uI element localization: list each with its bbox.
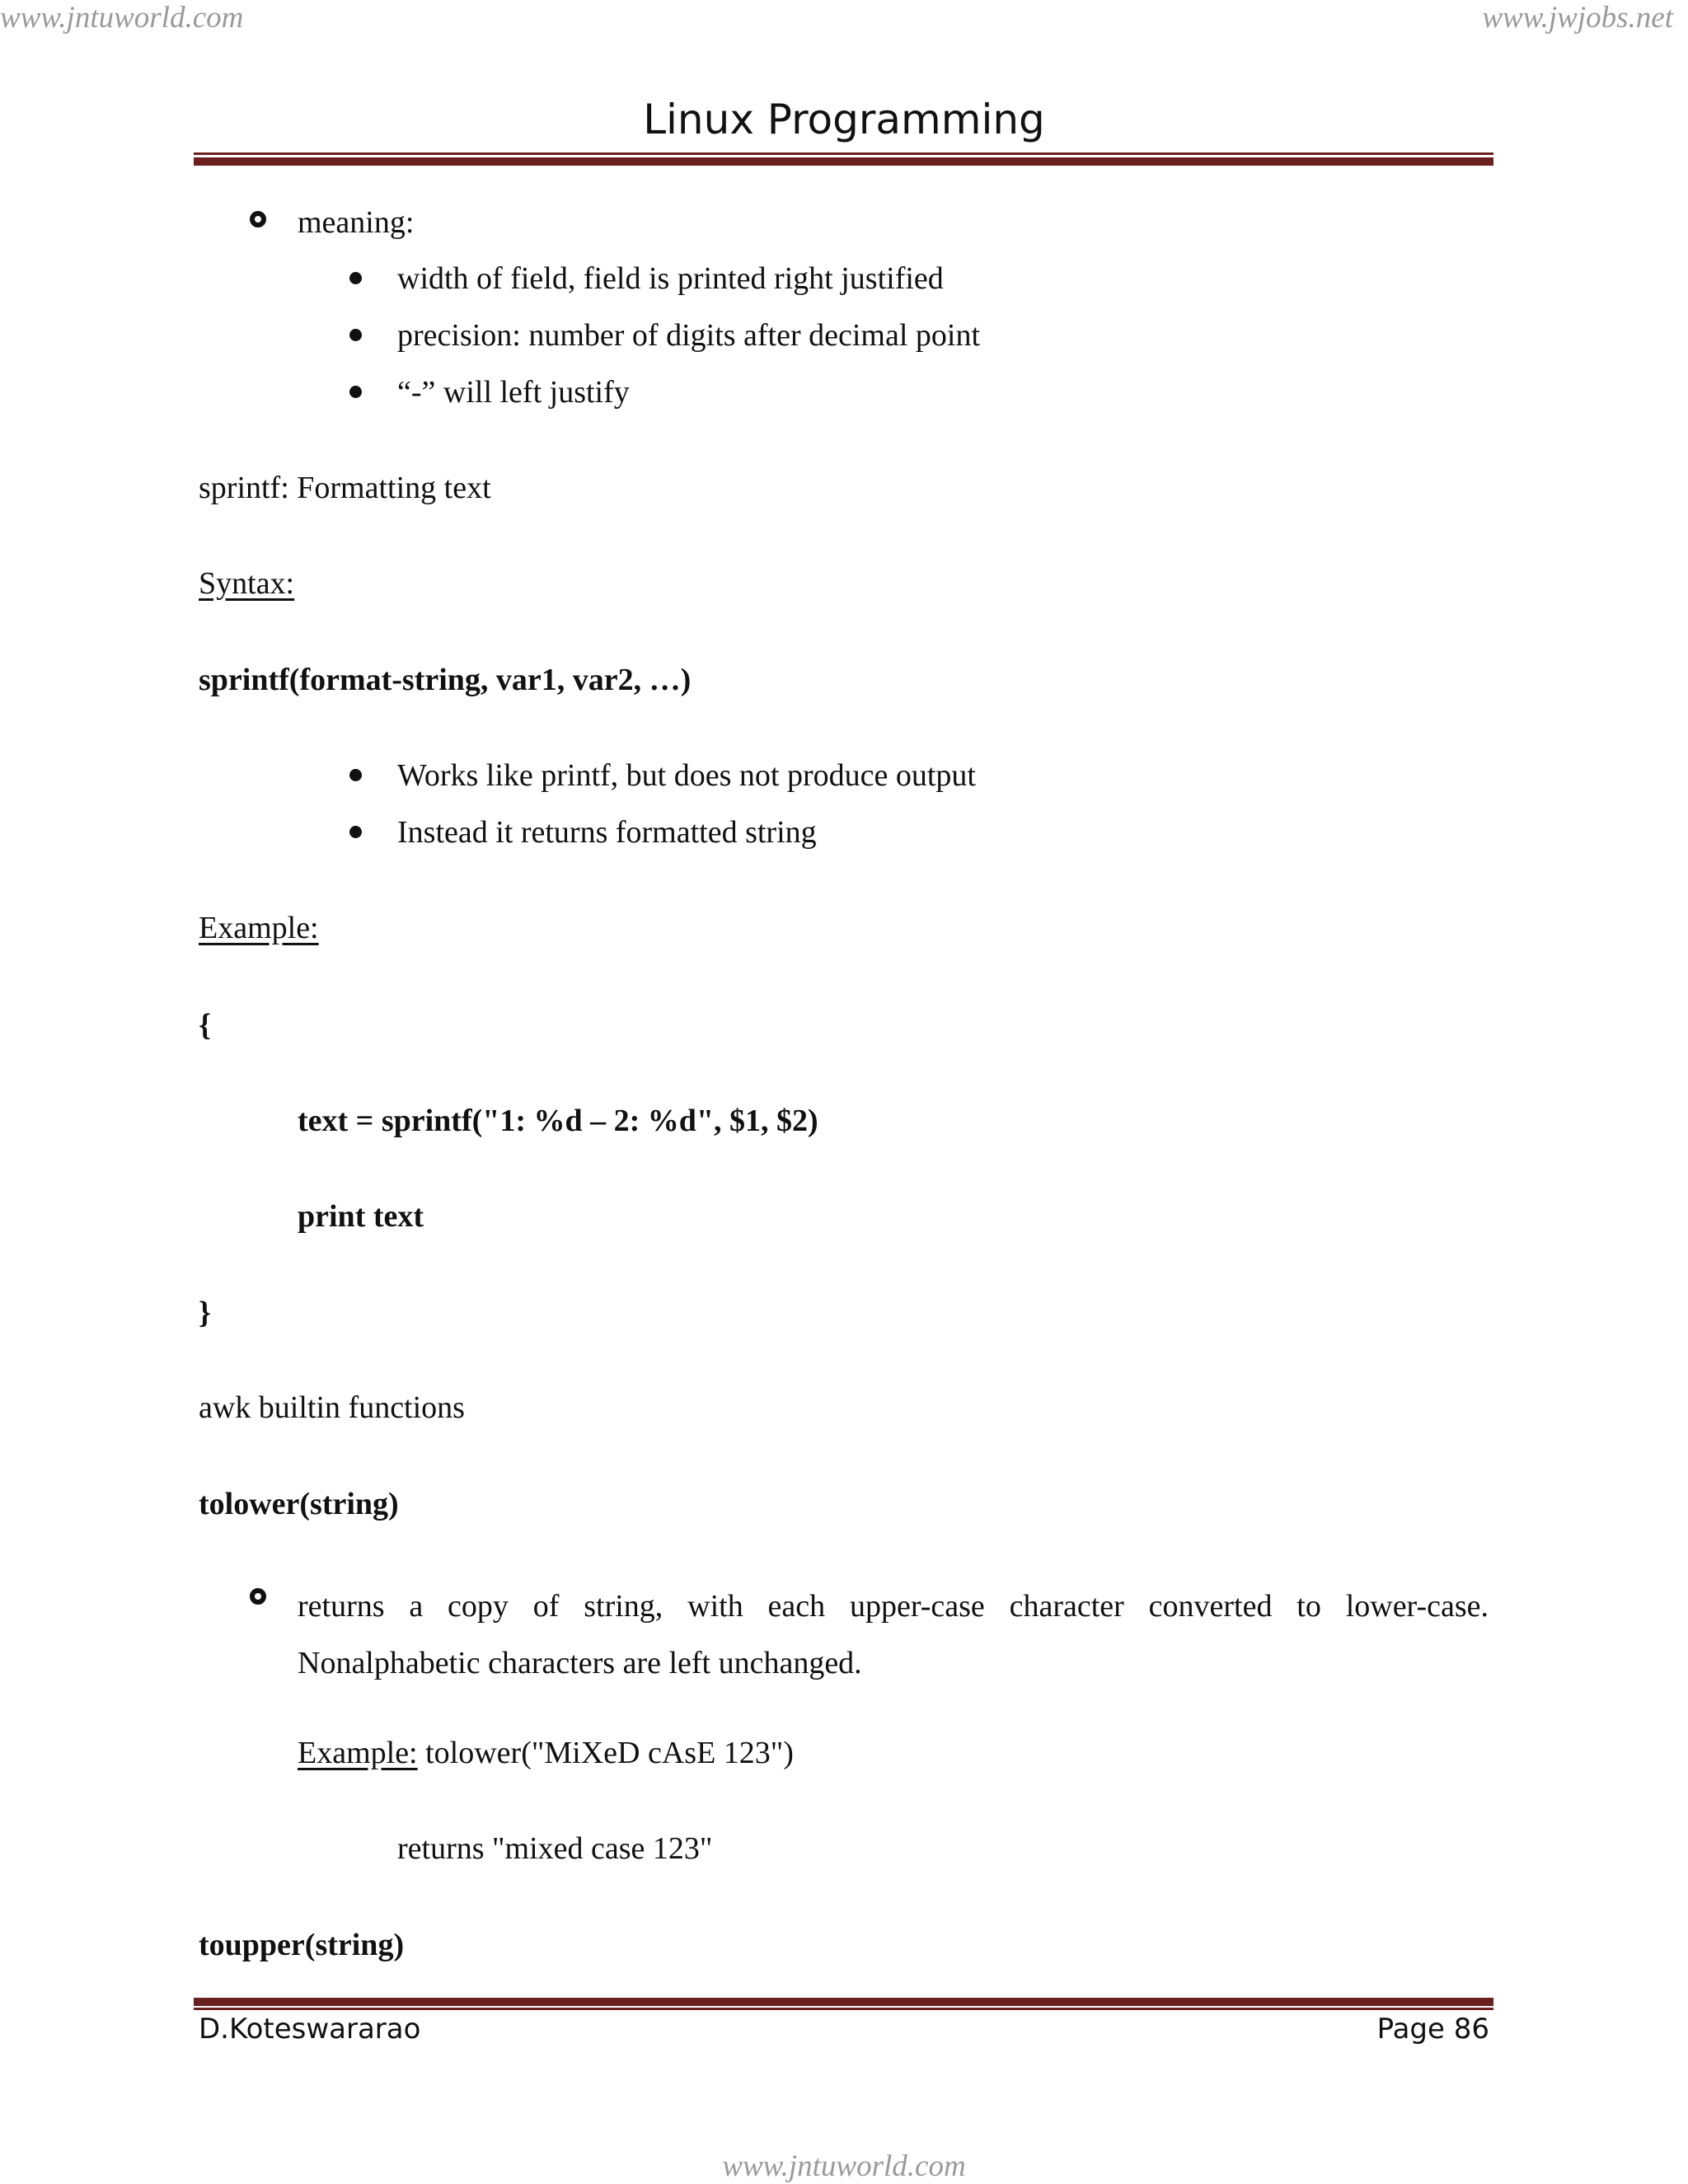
sprintf-syntax: sprintf(format-string, var1, var2, …) — [199, 663, 692, 697]
tolower-example-result: returns "mixed case 123" — [397, 1831, 713, 1866]
header-rule-thick — [194, 157, 1493, 166]
example-label: Example: — [199, 911, 319, 945]
bullet-icon — [349, 329, 362, 341]
page-header-title: Linux Programming — [643, 96, 1045, 143]
bullet-icon — [349, 769, 362, 781]
tolower-example — [298, 1737, 794, 1769]
tolower-description: returns a copy of string, with each upper-case character converted to lower-case. Nonalphabetic characters are left unchanged. — [298, 1589, 1489, 1680]
sprintf-item: Works like printf, but does not produce output — [397, 758, 976, 793]
watermark-top-left: www.jntuworld.com — [0, 1, 244, 35]
bullet-icon — [349, 272, 362, 284]
code-line: print text — [298, 1199, 424, 1234]
circle-bullet-icon — [250, 1588, 266, 1605]
tolower-heading: tolower(string) — [199, 1487, 399, 1521]
code-close-brace: } — [199, 1296, 211, 1330]
meaning-item: width of field, field is printed right justified — [397, 261, 944, 296]
circle-bullet-icon — [250, 211, 266, 227]
meaning-label: meaning: — [298, 205, 415, 240]
bullet-icon — [349, 826, 362, 838]
meaning-item: precision: number of digits after decimal point — [397, 318, 981, 353]
bullet-icon — [349, 386, 362, 398]
tolower-example-code: tolower("MiXeD cAsE 123") — [417, 1736, 794, 1770]
tolower-example-label: Example: — [298, 1736, 418, 1770]
watermark-top-right: www.jwjobs.net — [1482, 1, 1673, 35]
sprintf-heading: sprintf: Formatting text — [199, 471, 491, 505]
toupper-heading: toupper(string) — [199, 1928, 405, 1962]
watermark-bottom: www.jntuworld.com — [722, 2149, 966, 2183]
footer-rule-thick — [194, 1998, 1493, 2006]
meaning-item: “-” will left justify — [397, 375, 630, 410]
sprintf-item: Instead it returns formatted string — [397, 815, 817, 850]
builtin-heading: awk builtin functions — [199, 1390, 465, 1425]
footer-page-number: Page 86 — [1376, 2013, 1489, 2046]
footer-rule-thin — [194, 2008, 1493, 2010]
syntax-label: Syntax: — [199, 566, 295, 601]
code-open-brace: { — [199, 1008, 211, 1043]
header-rule-thin — [194, 152, 1493, 155]
code-line: text = sprintf("1: %d – 2: %d", $1, $2) — [298, 1104, 818, 1138]
footer-author: D.Koteswararao — [199, 2013, 421, 2046]
